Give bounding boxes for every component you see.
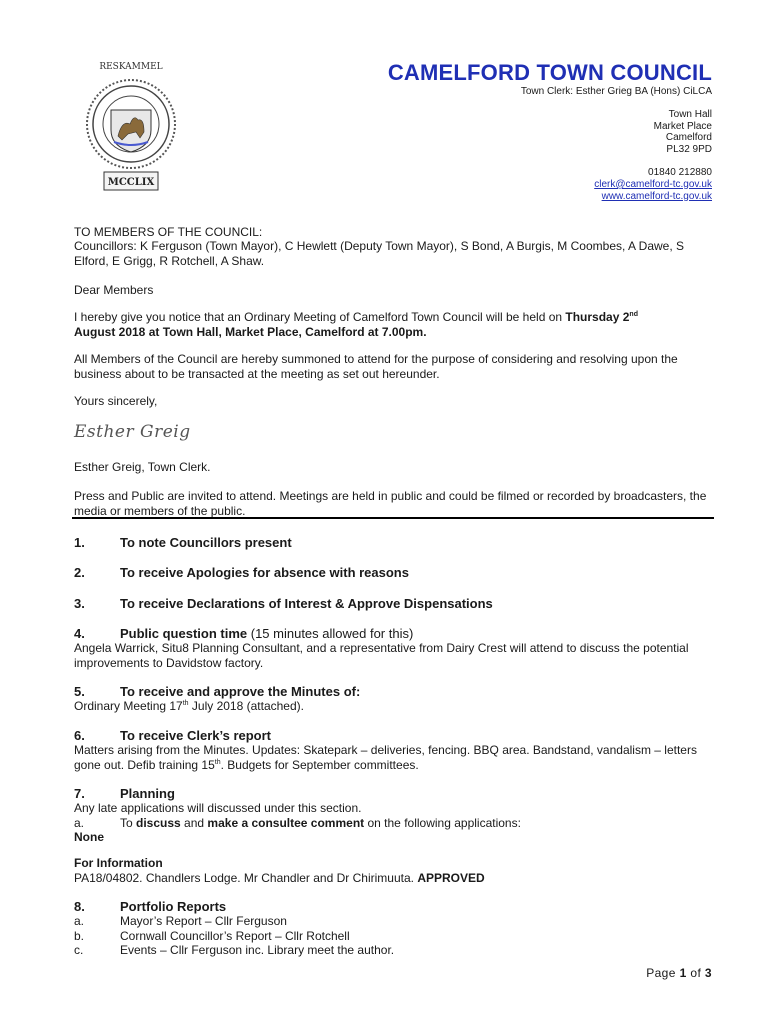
agenda-item-3: 3. To receive Declarations of Interest & Approve Dispensations [74,596,493,611]
portfolio-subitem: a. Mayor’s Report – Cllr Ferguson [74,914,287,928]
signoff: Esther Greig, Town Clerk. [74,460,211,474]
agenda-item-6: 6. To receive Clerk’s report [74,728,272,743]
divider [72,517,714,519]
portfolio-subitem: b. Cornwall Councillor’s Report – Cllr Rotchell [74,928,350,943]
summons-paragraph: All Members of the Council are hereby summoned to attend for the purpose of considering and resolving upon the business about to be transacted at the meeting as set out hereunder. [74,352,678,381]
meeting-notice: I hereby give you notice that an Ordinary Meeting of Camelford Town Council will be held on Thursday 2nd August 2018 at Town Hall, Market Place, Camelford at 7.00pm. [74,310,638,339]
agenda-item-7: 7. Planning [74,786,175,801]
planning-none: None [74,830,104,844]
phone-number: 01840 212880 [648,166,712,178]
info-application: PA18/04802. Chandlers Lodge. Mr Chandler and Dr Chirimuuta. APPROVED [74,870,485,885]
press-notice: Press and Public are invited to attend. Meetings are held in public and could be filmed or recorded by broadcasters, the media or members of the public. [74,489,707,518]
planning-subitem-a: a. To discuss and make a consultee comment on the following applications: [74,815,521,830]
address-line: Town Hall [668,108,712,120]
agenda-item-2: 2. To receive Apologies for absence with reasons [74,565,409,580]
agenda-item-7-body [74,801,714,845]
page-number: Page 1 of 3 [646,966,712,980]
address-line: Market Place [653,120,712,132]
closing: Yours sincerely, [74,394,158,408]
agenda-item-5-body: Ordinary Meeting 17th July 2018 (attached). [74,699,304,713]
address-block [392,86,712,202]
clerk-signature: Esther Greig [74,422,191,442]
agenda-item-8-body [74,914,714,958]
planning-intro: Any late applications will discussed under this section. [74,801,362,815]
crest-year: MCCLIX [107,177,155,188]
planning-info [74,856,714,885]
address-line: PL32 9PD [666,144,712,156]
greeting: Dear Members [74,283,154,297]
recipient-heading: TO MEMBERS OF THE COUNCIL: [74,225,263,239]
council-crest-logo [78,58,184,194]
clerk-line: Town Clerk: Esther Grieg BA (Hons) CiLCA [520,86,712,97]
address-line: Camelford [665,132,712,144]
agenda-item-4-body: Angela Warrick, Situ8 Planning Consultant, and a representative from Dairy Crest will attend to discuss the potential improvements to Davidstow factory. [74,641,689,670]
website-link[interactable]: www.camelford-tc.gov.uk [601,190,712,202]
agenda-item-4: 4. Public question time (15 minutes allowed for this) [74,626,414,641]
councillor-list: Councillors: K Ferguson (Town Mayor), C Hewlett (Deputy Town Mayor), S Bond, A Burgis, M Coombes, A Dawe, S Elford, E Grigg, R Rotchell, A Shaw. [74,239,685,268]
agenda-item-8: 8. Portfolio Reports [74,899,227,914]
portfolio-subitem: c. Events – Cllr Ferguson inc. Library meet the author. [74,943,395,957]
info-heading: For Information [74,856,163,870]
council-title: CAMELFORD TOWN COUNCIL [387,60,712,85]
agenda-item-6-body: Matters arising from the Minutes. Updates: Skatepark – deliveries, fencing. BBQ area. Bandstand, vandalism – letters gone out. Defib training 15th. Budgets for September committees. [74,743,697,772]
agenda-item-1: 1. To note Councillors present [74,535,292,550]
email-link[interactable]: clerk@camelford-tc.gov.uk [594,178,712,190]
crest-motto: RESKAMMEL [99,62,163,72]
agenda-item-5: 5. To receive and approve the Minutes of: [74,684,361,699]
